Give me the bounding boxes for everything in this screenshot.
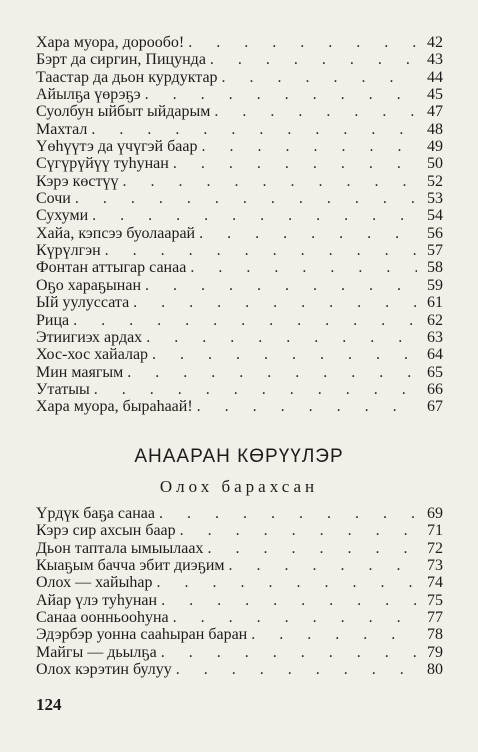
toc-entry	[36, 103, 443, 120]
table-of-contents-part-one	[36, 34, 443, 416]
toc-entry-page-number: 53	[427, 190, 443, 208]
dot-leader	[214, 103, 417, 120]
toc-entry-title: Хара муора, быраһаай!	[36, 398, 193, 416]
dot-leader	[159, 505, 417, 522]
toc-entry	[36, 69, 443, 86]
toc-entry-title: Эдэрбэр уонна сааһыран баран	[36, 626, 248, 644]
toc-entry-page-number: 71	[427, 522, 443, 540]
dot-leader	[201, 138, 417, 155]
toc-entry-page-number: 66	[427, 380, 443, 398]
dot-leader	[180, 522, 417, 539]
dot-leader	[92, 207, 417, 224]
toc-entry-title: Үөһүүтэ да үчүгэй баар	[36, 138, 198, 156]
dot-leader	[91, 121, 417, 138]
toc-entry-page-number: 78	[427, 626, 443, 644]
dot-leader	[75, 190, 417, 207]
toc-entry	[36, 661, 443, 678]
toc-entry-title: Кэрэ сир ахсын баар	[36, 522, 176, 540]
dot-leader	[94, 381, 417, 398]
toc-entry-title: Мин маягым	[36, 363, 124, 381]
dot-leader	[127, 364, 417, 381]
toc-entry-page-number: 50	[427, 155, 443, 173]
dot-leader	[161, 644, 417, 661]
toc-entry-page-number: 47	[427, 103, 443, 121]
toc-entry-title: Хайа, кэпсээ буолаарай	[36, 224, 196, 242]
toc-entry-page-number: 59	[427, 276, 443, 294]
table-of-contents-part-two	[36, 505, 443, 678]
dot-leader	[145, 86, 417, 103]
subsection-title: Олох барахсан	[159, 477, 319, 496]
page-number: 124	[36, 695, 62, 714]
dot-leader	[146, 329, 417, 346]
toc-entry	[36, 398, 443, 415]
toc-entry-page-number: 48	[427, 120, 443, 138]
toc-entry-title: Сочи	[36, 190, 71, 208]
toc-entry-title: Таастар да дьон курдуктар	[36, 68, 218, 86]
section-title: АНААРАН КӨРҮҮЛЭР	[134, 446, 344, 467]
toc-entry-title: Оҕо хараҕынан	[36, 276, 142, 294]
toc-entry	[36, 294, 443, 311]
toc-entry	[36, 121, 443, 138]
toc-entry-page-number: 62	[427, 311, 443, 329]
toc-entry-page-number: 75	[427, 591, 443, 609]
toc-entry	[36, 277, 443, 294]
toc-entry-title: Рица	[36, 311, 70, 329]
dot-leader	[73, 312, 417, 329]
toc-entry	[36, 138, 443, 155]
toc-entry-title: Дьон таптала ымыылаах	[36, 539, 204, 557]
toc-entry-title: Кыаҕым бачча эбит диэҕим	[36, 557, 225, 575]
toc-entry-page-number: 44	[427, 68, 443, 86]
toc-entry-page-number: 74	[427, 574, 443, 592]
dot-leader	[210, 51, 417, 68]
toc-entry-page-number: 80	[427, 661, 443, 679]
toc-entry-title: Суолбун ыйбыт ыйдарым	[36, 103, 211, 121]
toc-entry-page-number: 42	[427, 34, 443, 51]
toc-entry	[36, 557, 443, 574]
dot-leader	[190, 259, 417, 276]
toc-entry-page-number: 73	[427, 557, 443, 575]
toc-entry-page-number: 49	[427, 138, 443, 156]
toc-entry-title: Айар үлэ туһунан	[36, 591, 158, 609]
toc-entry-page-number: 79	[427, 643, 443, 661]
toc-entry-page-number: 52	[427, 172, 443, 190]
toc-entry-title: Сүгүрүйүү туһунан	[36, 155, 169, 173]
toc-entry-title: Хара муора, дорообо!	[36, 34, 185, 51]
dot-leader	[229, 557, 418, 574]
dot-leader	[173, 609, 417, 626]
toc-entry	[36, 505, 443, 522]
toc-entry-title: Кэрэ көстүү	[36, 172, 119, 190]
toc-entry	[36, 155, 443, 172]
dot-leader	[122, 173, 417, 190]
dot-leader	[199, 225, 417, 242]
toc-entry	[36, 609, 443, 626]
toc-entry	[36, 207, 443, 224]
dot-leader	[176, 661, 417, 678]
toc-entry-title: Санаа оонньооһуна	[36, 609, 169, 627]
toc-entry-page-number: 45	[427, 86, 443, 104]
toc-entry	[36, 574, 443, 591]
toc-entry-page-number: 67	[427, 398, 443, 416]
toc-entry	[36, 51, 443, 68]
toc-entry-title: Хос-хос хайалар	[36, 346, 149, 364]
toc-entry	[36, 522, 443, 539]
dot-leader	[222, 69, 417, 86]
dot-leader	[251, 626, 417, 643]
toc-entry-title: Махтал	[36, 120, 88, 138]
toc-entry	[36, 644, 443, 661]
toc-entry	[36, 190, 443, 207]
toc-entry	[36, 312, 443, 329]
toc-entry-title: Айылҕа үөрэҕэ	[36, 86, 141, 104]
toc-entry-page-number: 69	[427, 505, 443, 522]
toc-entry	[36, 225, 443, 242]
toc-entry-page-number: 61	[427, 294, 443, 312]
toc-entry-page-number: 54	[427, 207, 443, 225]
toc-entry-title: Фонтан аттыгар санаа	[36, 259, 187, 277]
dot-leader	[197, 398, 417, 415]
toc-entry-page-number: 77	[427, 609, 443, 627]
toc-entry	[36, 242, 443, 259]
toc-entry	[36, 34, 443, 51]
dot-leader	[105, 242, 417, 259]
dot-leader	[156, 574, 417, 591]
dot-leader	[173, 155, 417, 172]
toc-entry-title: Сухуми	[36, 207, 89, 225]
toc-entry-page-number: 56	[427, 224, 443, 242]
toc-entry-page-number: 65	[427, 363, 443, 381]
toc-entry-page-number: 57	[427, 242, 443, 260]
toc-entry-page-number: 43	[427, 51, 443, 69]
toc-entry-title: Күрүлгэн	[36, 242, 101, 260]
dot-leader	[145, 277, 417, 294]
toc-entry	[36, 329, 443, 346]
toc-entry-page-number: 63	[427, 328, 443, 346]
toc-entry	[36, 626, 443, 643]
toc-entry	[36, 86, 443, 103]
toc-entry	[36, 592, 443, 609]
toc-entry-title: Майгы — дьылҕа	[36, 643, 157, 661]
dot-leader	[133, 294, 417, 311]
toc-entry-title: Утатыы	[36, 380, 90, 398]
dot-leader	[188, 34, 417, 51]
toc-entry	[36, 346, 443, 363]
toc-entry-title: Ый уулуссата	[36, 294, 130, 312]
dot-leader	[208, 540, 418, 557]
toc-entry-page-number: 64	[427, 346, 443, 364]
dot-leader	[152, 346, 417, 363]
dot-leader	[161, 592, 417, 609]
toc-entry-title: Үрдүк баҕа санаа	[36, 505, 156, 522]
toc-entry-title: Бэрт да сиргин, Пицунда	[36, 51, 206, 69]
toc-entry	[36, 540, 443, 557]
toc-entry	[36, 259, 443, 276]
toc-entry	[36, 364, 443, 381]
toc-entry-page-number: 72	[427, 539, 443, 557]
toc-entry-page-number: 58	[427, 259, 443, 277]
toc-entry-title: Олох кэрэтин булуу	[36, 661, 172, 679]
toc-entry	[36, 173, 443, 190]
toc-entry-title: Этиигиэх ардах	[36, 328, 143, 346]
toc-entry	[36, 381, 443, 398]
toc-entry-title: Олох — хайыһар	[36, 574, 153, 592]
